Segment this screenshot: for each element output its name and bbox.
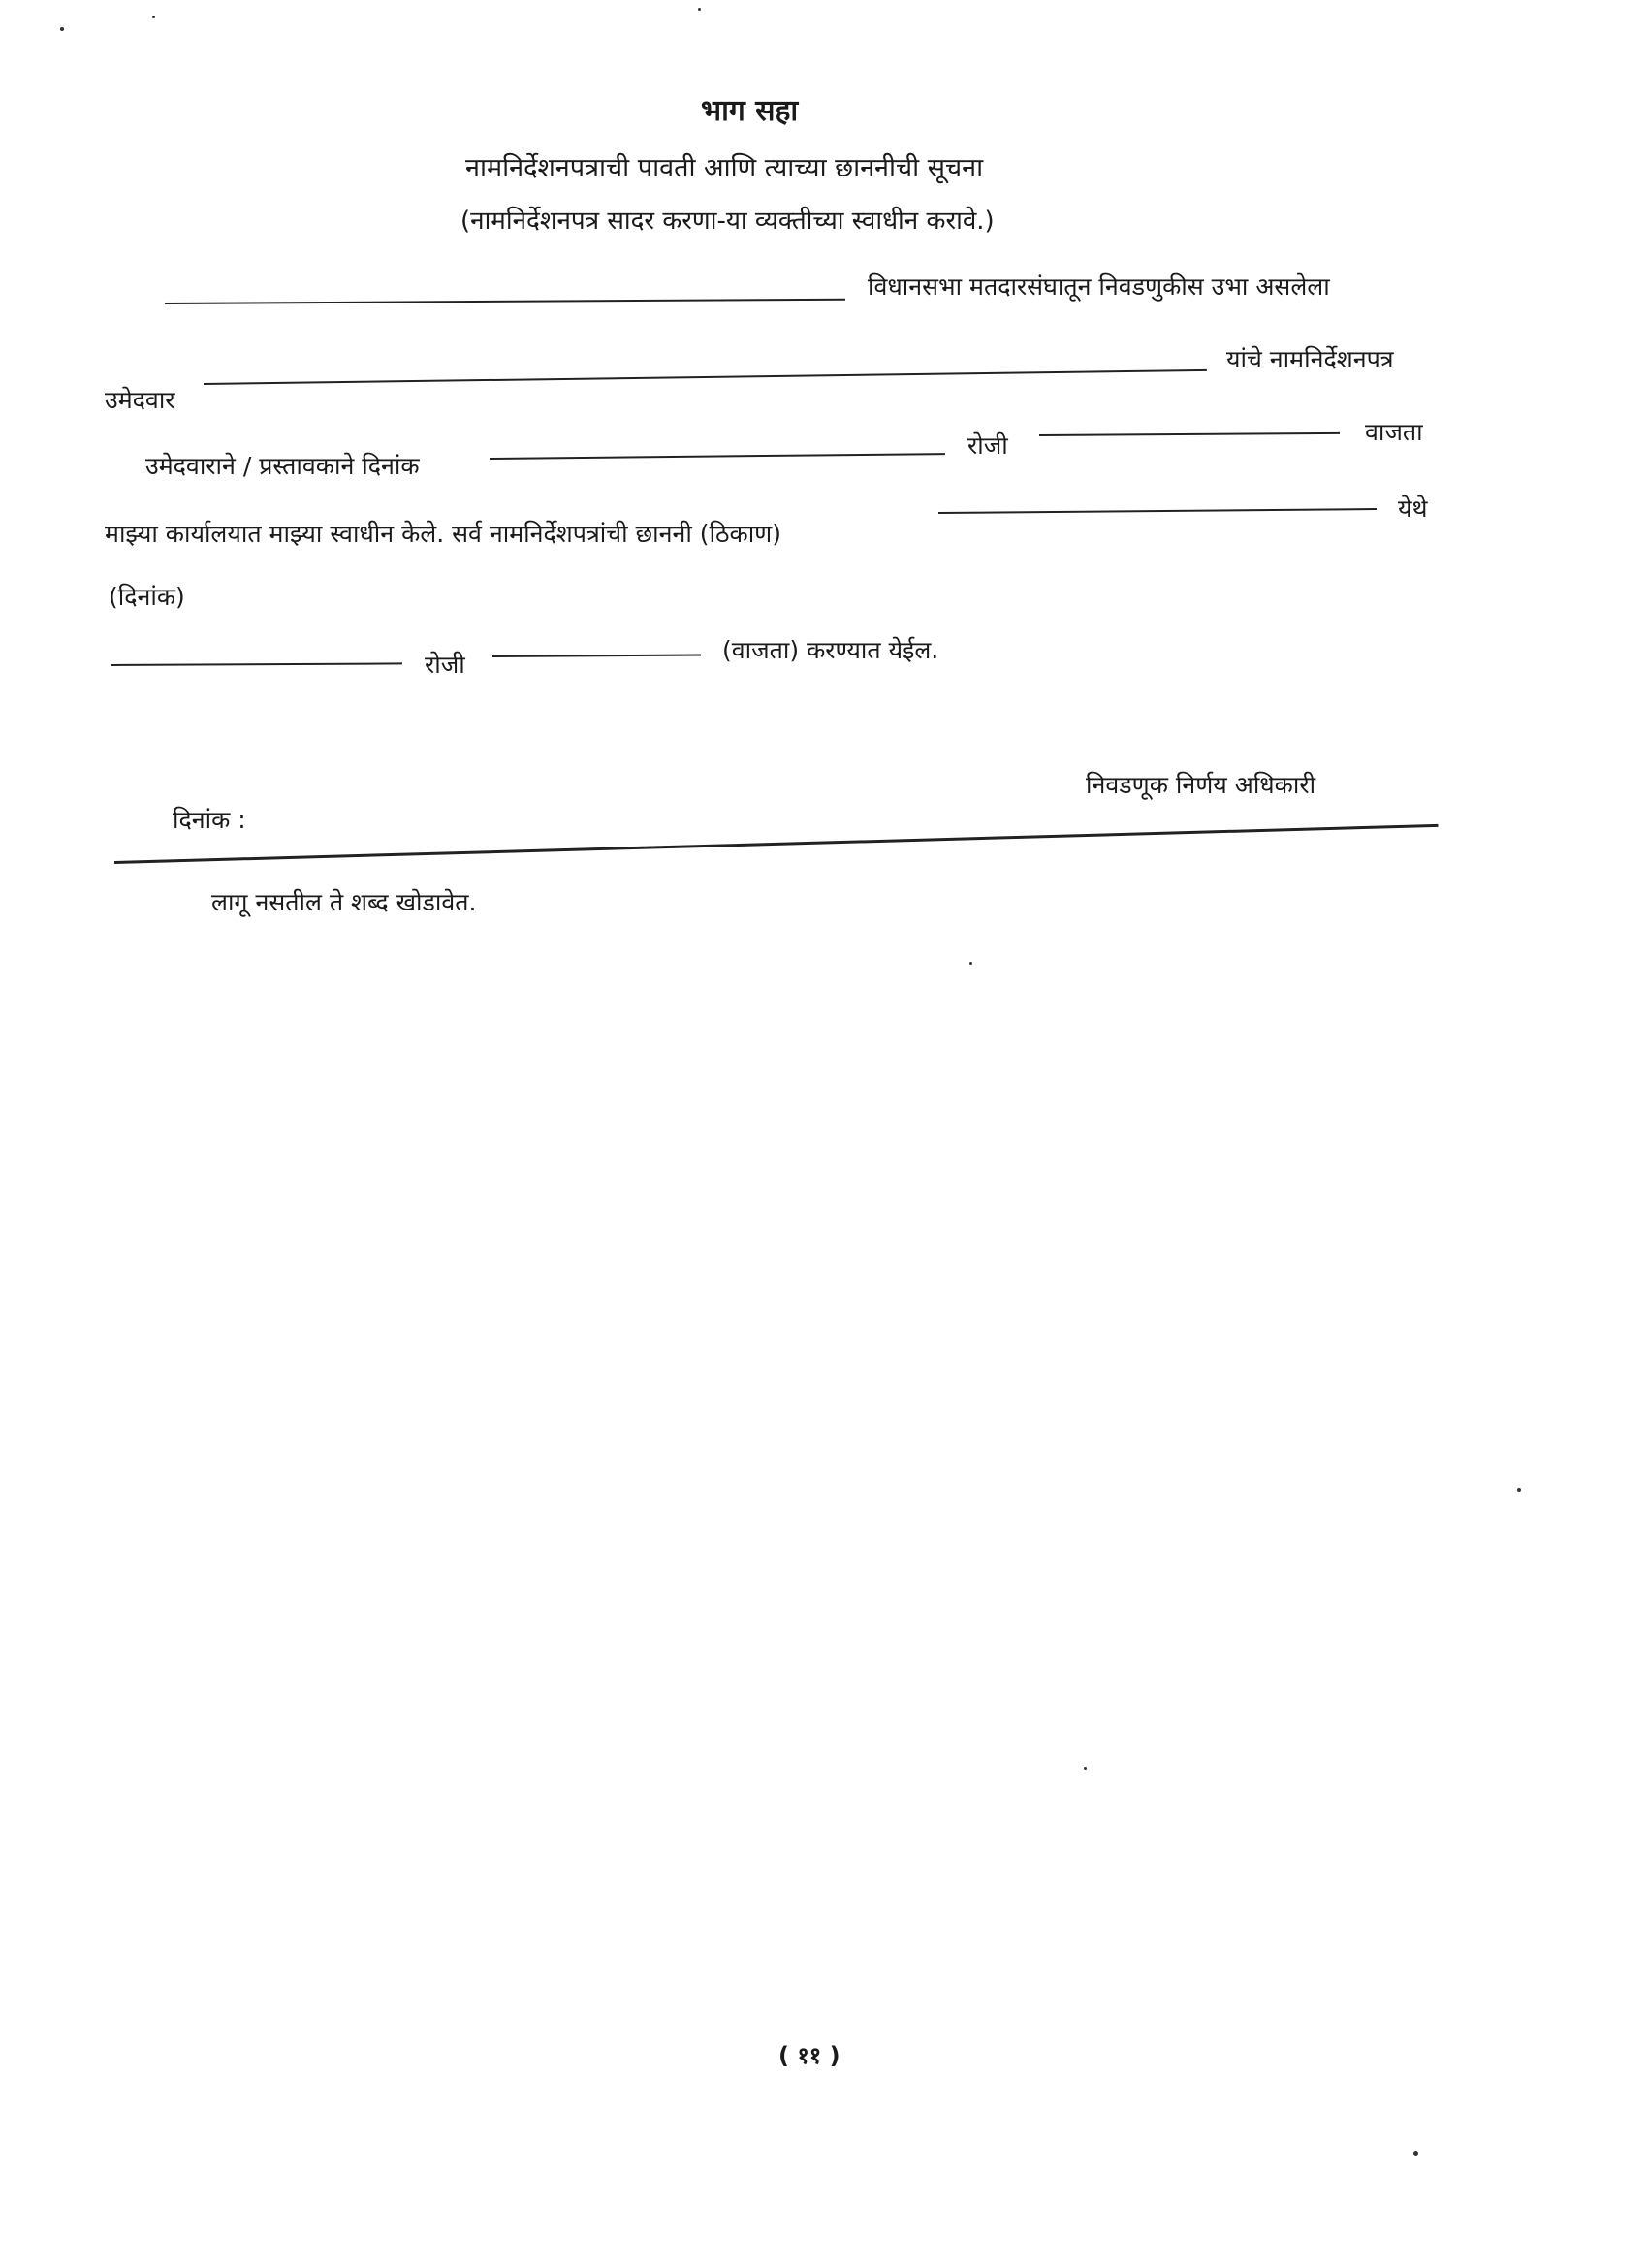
blank-submit-date — [490, 453, 945, 460]
date-hint-label: (दिनांक) — [109, 583, 185, 611]
scan-speck — [969, 962, 972, 965]
section-heading: भाग सहा — [701, 94, 799, 128]
nomination-label: यांचे नामनिर्देशनपत्र — [1226, 345, 1394, 373]
form-title: नामनिर्देशनपत्राची पावती आणि त्याच्या छाननीची सूचना — [465, 153, 984, 183]
blank-scrutiny-place — [938, 508, 1377, 514]
scan-speck — [698, 8, 701, 11]
time-label: वाजता — [1365, 418, 1423, 446]
blank-scrutiny-date — [111, 662, 402, 666]
blank-candidate-name — [204, 369, 1207, 385]
blank-submit-time — [1039, 432, 1340, 436]
constituency-label: विधानसभा मतदारसंघातून निवडणुकीस उभा असलेला — [868, 272, 1330, 301]
scrutiny-on-label: रोजी — [425, 651, 465, 679]
office-statement: माझ्या कार्यालयात माझ्या स्वाधीन केले. सर्व नामनिर्देशपत्रांची छाननी (ठिकाण) — [105, 520, 782, 548]
scrutiny-time-statement: (वाजता) करण्यात येईल. — [722, 636, 939, 664]
here-label: येथे — [1398, 495, 1428, 523]
footer-date-label: दिनांक : — [173, 806, 246, 834]
submitter-label: उमेदवाराने / प्रस्तावकाने दिनांक — [145, 452, 420, 480]
blank-constituency — [165, 299, 845, 304]
footnote: लागू नसतील ते शब्द खोडावेत. — [211, 888, 477, 916]
scan-speck — [152, 16, 155, 18]
date-on-label: रोजी — [967, 431, 1008, 460]
blank-scrutiny-time — [492, 654, 701, 657]
page-number: ( ११ ) — [778, 2042, 840, 2069]
form-subtitle: (नामनिर्देशनपत्र सादर करणा-या व्यक्तीच्या स्वाधीन करावे.) — [460, 207, 995, 236]
scan-speck — [1084, 1767, 1087, 1770]
returning-officer-label: निवडणूक निर्णय अधिकारी — [1086, 771, 1316, 799]
scan-speck — [60, 27, 64, 31]
separator-line — [114, 824, 1439, 864]
candidate-label: उमेदवार — [105, 386, 175, 414]
scan-speck — [1413, 2151, 1418, 2156]
scan-speck — [1517, 1488, 1521, 1492]
